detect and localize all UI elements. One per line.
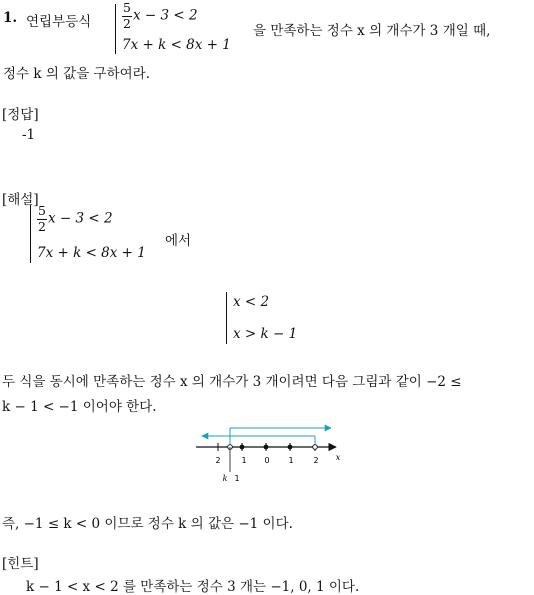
solution-conclusion: 즉, −1 ≤ k < 0 이므로 정수 k 의 값은 −1 이다. — [2, 516, 293, 532]
tick-label: 0 — [264, 456, 270, 465]
tick-label: 2 — [215, 456, 221, 465]
solution-paragraph-line1: 두 식을 동시에 만족하는 정수 x 의 개수가 3 개이려면 다음 그림과 같이 −2 ≤ — [2, 374, 462, 390]
tick-label: 1 — [288, 456, 294, 465]
reduced-line2: x > k − 1 — [233, 326, 298, 342]
tick-label: 2 — [313, 456, 319, 465]
point-0 — [264, 445, 269, 450]
axis-x-label: x — [335, 453, 341, 462]
reduced-system-brace — [226, 292, 227, 344]
solution-word: 에서 — [165, 233, 192, 249]
problem-system-line1: $\frac{5}{2}$ x − 3 < 2 — [123, 0, 198, 31]
k-label-1: 1 — [234, 474, 240, 483]
point-minus1 — [240, 445, 245, 450]
answer-header: [정답] — [2, 107, 39, 123]
hint-text: k − 1 < x < 2 를 만족하는 정수 3 개는 −1, 0, 1 이다. — [26, 579, 360, 595]
problem-tail: 을 만족하는 정수 x 의 개수가 3 개일 때, — [253, 23, 491, 39]
problem-number: 1. — [3, 10, 18, 26]
problem-line2: 정수 k 의 값을 구하여라. — [3, 66, 151, 82]
problem-system-line2: 7x + k < 8x + 1 — [122, 37, 231, 53]
solution-header: [해설] — [2, 192, 39, 208]
tick-label: 1 — [241, 456, 247, 465]
problem-intro: 연립부등식 — [26, 14, 92, 30]
k-label: k — [222, 474, 228, 483]
solution-system-line1: $\frac{5}{2}$ x − 3 < 2 — [38, 203, 113, 234]
problem-system-brace — [115, 4, 116, 54]
hint-header: [힌트] — [2, 556, 39, 572]
reduced-line1: x < 2 — [233, 294, 270, 310]
solution-system-brace — [30, 205, 31, 263]
open-point-right — [313, 445, 318, 450]
number-line-figure — [0, 420, 534, 490]
answer-value: -1 — [22, 127, 36, 143]
solution-paragraph-line2: k − 1 < −1 이어야 한다. — [2, 399, 157, 415]
point-1 — [288, 445, 293, 450]
solution-system-line2: 7x + k < 8x + 1 — [37, 245, 146, 261]
